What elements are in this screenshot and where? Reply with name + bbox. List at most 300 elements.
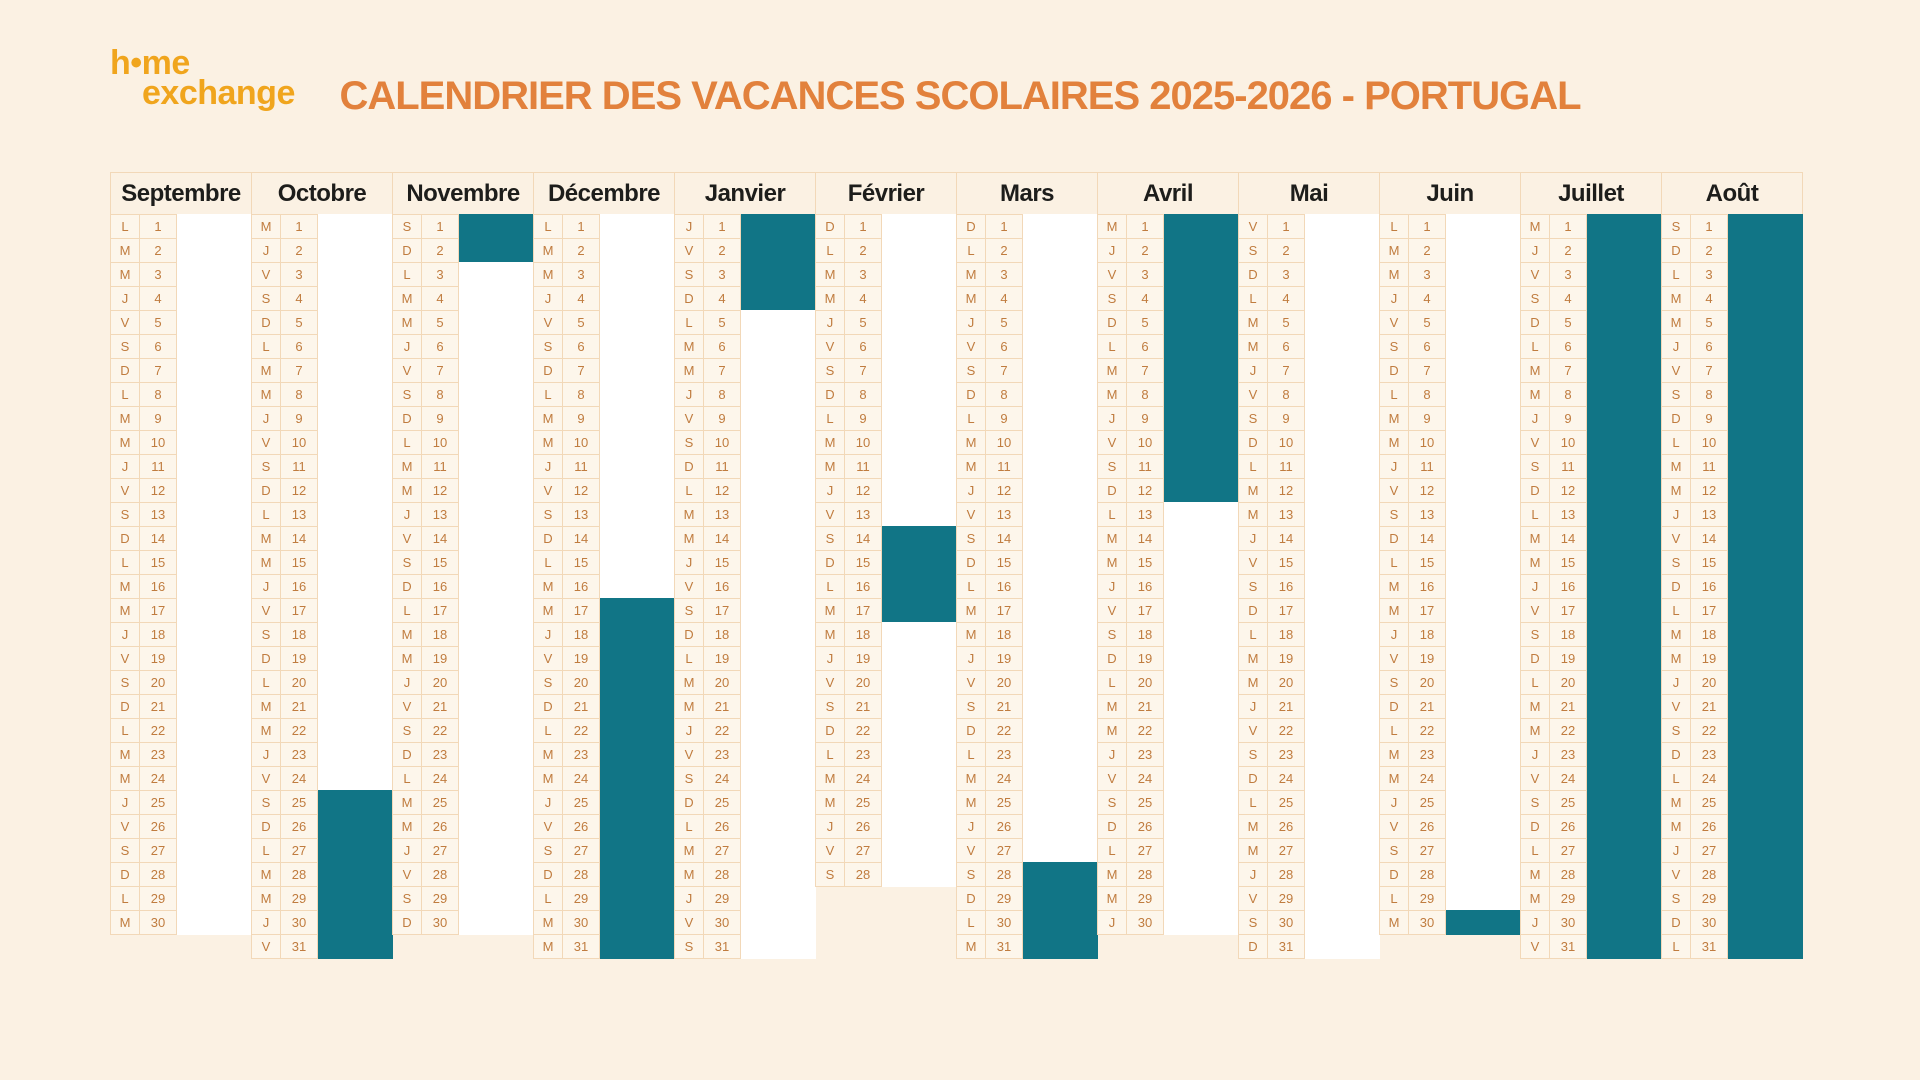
day-letter: J bbox=[251, 910, 281, 935]
day-row bbox=[1520, 454, 1662, 479]
calendar-grid bbox=[110, 172, 1803, 959]
day-number: 27 bbox=[1690, 838, 1728, 863]
school-day-strip bbox=[318, 238, 393, 263]
day-number: 17 bbox=[562, 598, 600, 623]
school-day-strip bbox=[882, 382, 957, 407]
day-row bbox=[815, 742, 957, 767]
school-day-strip bbox=[1164, 502, 1239, 527]
day-number: 25 bbox=[985, 790, 1023, 815]
day-number: 31 bbox=[1690, 934, 1728, 959]
vacation-strip bbox=[1023, 862, 1098, 887]
school-day-strip bbox=[1305, 934, 1380, 959]
vacation-strip bbox=[1587, 214, 1662, 239]
school-day-strip bbox=[1446, 358, 1521, 383]
school-day-strip bbox=[1023, 382, 1098, 407]
day-number: 27 bbox=[985, 838, 1023, 863]
day-number: 12 bbox=[562, 478, 600, 503]
school-day-strip bbox=[459, 670, 534, 695]
day-letter: M bbox=[956, 790, 986, 815]
day-letter: D bbox=[392, 238, 422, 263]
day-number: 26 bbox=[139, 814, 177, 839]
day-row bbox=[1379, 814, 1521, 839]
school-day-strip bbox=[318, 382, 393, 407]
vacation-strip bbox=[1728, 478, 1803, 503]
school-day-strip bbox=[741, 910, 816, 935]
school-day-strip bbox=[318, 334, 393, 359]
day-letter: M bbox=[1238, 334, 1268, 359]
day-row bbox=[1520, 358, 1662, 383]
day-letter: V bbox=[674, 574, 704, 599]
day-row bbox=[1520, 694, 1662, 719]
day-number: 1 bbox=[844, 214, 882, 239]
day-row bbox=[956, 550, 1098, 575]
day-number: 22 bbox=[1408, 718, 1446, 743]
day-letter: S bbox=[251, 454, 281, 479]
day-row bbox=[674, 238, 816, 263]
day-row bbox=[1097, 886, 1239, 911]
day-number: 16 bbox=[562, 574, 600, 599]
day-letter: V bbox=[956, 838, 986, 863]
day-number: 8 bbox=[844, 382, 882, 407]
day-number: 31 bbox=[703, 934, 741, 959]
day-number: 24 bbox=[562, 766, 600, 791]
day-letter: M bbox=[533, 430, 563, 455]
day-letter: M bbox=[1097, 526, 1127, 551]
day-letter: V bbox=[956, 334, 986, 359]
day-row bbox=[251, 718, 393, 743]
day-number: 23 bbox=[1690, 742, 1728, 767]
school-day-strip bbox=[1164, 574, 1239, 599]
day-row bbox=[1238, 766, 1380, 791]
day-number: 1 bbox=[1267, 214, 1305, 239]
day-letter: D bbox=[533, 694, 563, 719]
day-row bbox=[956, 742, 1098, 767]
day-row bbox=[1097, 238, 1239, 263]
day-letter: S bbox=[1238, 910, 1268, 935]
school-day-strip bbox=[882, 478, 957, 503]
day-number: 30 bbox=[1267, 910, 1305, 935]
day-row bbox=[1520, 670, 1662, 695]
day-number: 4 bbox=[703, 286, 741, 311]
day-letter: J bbox=[956, 646, 986, 671]
school-day-strip bbox=[1446, 622, 1521, 647]
day-number: 9 bbox=[562, 406, 600, 431]
month-column-janvier bbox=[674, 172, 816, 959]
school-day-strip bbox=[1446, 790, 1521, 815]
day-number: 17 bbox=[1690, 598, 1728, 623]
day-number: 9 bbox=[985, 406, 1023, 431]
day-letter: S bbox=[1238, 238, 1268, 263]
day-number: 9 bbox=[1690, 406, 1728, 431]
day-row bbox=[1520, 430, 1662, 455]
school-day-strip bbox=[177, 214, 252, 239]
vacation-strip bbox=[1728, 814, 1803, 839]
day-row bbox=[110, 238, 252, 263]
vacation-strip bbox=[1023, 934, 1098, 959]
day-row bbox=[956, 430, 1098, 455]
day-letter: M bbox=[1379, 910, 1409, 935]
day-row bbox=[1520, 742, 1662, 767]
day-row bbox=[392, 646, 534, 671]
day-number: 6 bbox=[1126, 334, 1164, 359]
day-row bbox=[674, 886, 816, 911]
day-row bbox=[815, 814, 957, 839]
month-rows bbox=[110, 214, 252, 935]
day-number: 6 bbox=[1549, 334, 1587, 359]
school-day-strip bbox=[1023, 670, 1098, 695]
day-letter: L bbox=[815, 574, 845, 599]
school-day-strip bbox=[459, 526, 534, 551]
day-row bbox=[1520, 310, 1662, 335]
day-number: 2 bbox=[703, 238, 741, 263]
day-row bbox=[956, 670, 1098, 695]
day-number: 13 bbox=[1408, 502, 1446, 527]
school-day-strip bbox=[1305, 598, 1380, 623]
day-letter: J bbox=[1520, 406, 1550, 431]
day-letter: L bbox=[533, 886, 563, 911]
vacation-strip bbox=[1587, 622, 1662, 647]
day-number: 11 bbox=[1690, 454, 1728, 479]
day-row bbox=[533, 334, 675, 359]
vacation-strip bbox=[1728, 766, 1803, 791]
day-number: 12 bbox=[1690, 478, 1728, 503]
day-letter: J bbox=[674, 550, 704, 575]
day-number: 11 bbox=[1267, 454, 1305, 479]
day-letter: M bbox=[815, 286, 845, 311]
day-letter: M bbox=[251, 526, 281, 551]
school-day-strip bbox=[600, 262, 675, 287]
day-letter: L bbox=[674, 478, 704, 503]
day-row bbox=[1520, 886, 1662, 911]
day-number: 20 bbox=[1126, 670, 1164, 695]
school-day-strip bbox=[1305, 862, 1380, 887]
month-header: Août bbox=[1661, 172, 1803, 215]
day-letter: V bbox=[1097, 262, 1127, 287]
day-letter: S bbox=[110, 334, 140, 359]
day-row bbox=[392, 550, 534, 575]
day-row bbox=[674, 622, 816, 647]
day-letter: V bbox=[1520, 766, 1550, 791]
day-letter: V bbox=[110, 646, 140, 671]
month-column-mai bbox=[1238, 172, 1380, 959]
day-number: 3 bbox=[1267, 262, 1305, 287]
day-letter: L bbox=[815, 238, 845, 263]
day-number: 14 bbox=[280, 526, 318, 551]
day-number: 5 bbox=[1267, 310, 1305, 335]
day-letter: M bbox=[110, 430, 140, 455]
day-row bbox=[110, 886, 252, 911]
day-row bbox=[1379, 502, 1521, 527]
day-row bbox=[1661, 622, 1803, 647]
vacation-strip bbox=[1728, 862, 1803, 887]
school-day-strip bbox=[318, 286, 393, 311]
day-letter: S bbox=[674, 598, 704, 623]
day-number: 15 bbox=[1690, 550, 1728, 575]
day-row bbox=[392, 742, 534, 767]
day-row bbox=[1097, 718, 1239, 743]
school-day-strip bbox=[1164, 526, 1239, 551]
school-day-strip bbox=[741, 814, 816, 839]
day-number: 4 bbox=[1267, 286, 1305, 311]
vacation-strip bbox=[459, 238, 534, 263]
day-letter: D bbox=[956, 382, 986, 407]
day-number: 30 bbox=[985, 910, 1023, 935]
day-letter: D bbox=[956, 886, 986, 911]
school-day-strip bbox=[1446, 742, 1521, 767]
day-letter: J bbox=[533, 454, 563, 479]
day-row bbox=[533, 574, 675, 599]
vacation-strip bbox=[1164, 310, 1239, 335]
day-letter: S bbox=[392, 550, 422, 575]
day-number: 12 bbox=[421, 478, 459, 503]
day-letter: L bbox=[251, 502, 281, 527]
day-row bbox=[533, 550, 675, 575]
day-number: 21 bbox=[1126, 694, 1164, 719]
day-letter: J bbox=[1097, 574, 1127, 599]
day-letter: J bbox=[1661, 670, 1691, 695]
month-header: Mai bbox=[1238, 172, 1380, 215]
day-letter: M bbox=[674, 526, 704, 551]
day-number: 10 bbox=[1126, 430, 1164, 455]
day-row bbox=[1661, 454, 1803, 479]
day-number: 26 bbox=[1408, 814, 1446, 839]
school-day-strip bbox=[600, 286, 675, 311]
day-row bbox=[392, 622, 534, 647]
day-number: 7 bbox=[703, 358, 741, 383]
day-letter: D bbox=[533, 526, 563, 551]
day-letter: V bbox=[1097, 766, 1127, 791]
day-row bbox=[1097, 790, 1239, 815]
day-letter: D bbox=[251, 814, 281, 839]
day-row bbox=[1661, 694, 1803, 719]
day-row bbox=[392, 910, 534, 935]
day-row bbox=[815, 238, 957, 263]
day-row bbox=[1661, 766, 1803, 791]
day-letter: M bbox=[1238, 502, 1268, 527]
school-day-strip bbox=[1446, 430, 1521, 455]
day-letter: L bbox=[110, 550, 140, 575]
day-letter: J bbox=[1097, 406, 1127, 431]
day-number: 16 bbox=[139, 574, 177, 599]
day-row bbox=[674, 358, 816, 383]
school-day-strip bbox=[1164, 862, 1239, 887]
day-row bbox=[1379, 790, 1521, 815]
day-number: 28 bbox=[844, 862, 882, 887]
vacation-strip bbox=[1728, 598, 1803, 623]
day-letter: L bbox=[392, 766, 422, 791]
day-number: 22 bbox=[1267, 718, 1305, 743]
school-day-strip bbox=[1305, 742, 1380, 767]
vacation-strip bbox=[318, 790, 393, 815]
day-number: 6 bbox=[1690, 334, 1728, 359]
vacation-strip bbox=[1587, 742, 1662, 767]
day-row bbox=[251, 934, 393, 959]
school-day-strip bbox=[1305, 310, 1380, 335]
day-number: 30 bbox=[562, 910, 600, 935]
day-row bbox=[1520, 910, 1662, 935]
day-row bbox=[533, 382, 675, 407]
day-number: 28 bbox=[1408, 862, 1446, 887]
day-number: 17 bbox=[1549, 598, 1587, 623]
day-number: 20 bbox=[562, 670, 600, 695]
day-number: 18 bbox=[1267, 622, 1305, 647]
day-letter: S bbox=[1097, 454, 1127, 479]
school-day-strip bbox=[741, 838, 816, 863]
school-day-strip bbox=[1023, 526, 1098, 551]
day-letter: J bbox=[674, 214, 704, 239]
school-day-strip bbox=[741, 526, 816, 551]
day-row bbox=[1520, 718, 1662, 743]
school-day-strip bbox=[1446, 310, 1521, 335]
vacation-strip bbox=[1587, 670, 1662, 695]
vacation-strip bbox=[1587, 862, 1662, 887]
day-row bbox=[533, 286, 675, 311]
day-letter: M bbox=[674, 334, 704, 359]
school-day-strip bbox=[1023, 574, 1098, 599]
school-day-strip bbox=[1164, 646, 1239, 671]
school-day-strip bbox=[1023, 262, 1098, 287]
day-letter: M bbox=[392, 646, 422, 671]
school-day-strip bbox=[1164, 766, 1239, 791]
day-number: 8 bbox=[1126, 382, 1164, 407]
school-day-strip bbox=[882, 262, 957, 287]
day-row bbox=[1379, 718, 1521, 743]
day-number: 27 bbox=[280, 838, 318, 863]
day-letter: S bbox=[1520, 454, 1550, 479]
day-number: 5 bbox=[1408, 310, 1446, 335]
day-letter: J bbox=[1520, 910, 1550, 935]
vacation-strip bbox=[1728, 430, 1803, 455]
day-number: 25 bbox=[1267, 790, 1305, 815]
day-row bbox=[815, 454, 957, 479]
day-number: 27 bbox=[421, 838, 459, 863]
day-number: 8 bbox=[985, 382, 1023, 407]
day-row bbox=[392, 598, 534, 623]
school-day-strip bbox=[318, 406, 393, 431]
vacation-strip bbox=[600, 718, 675, 743]
day-letter: V bbox=[392, 862, 422, 887]
day-number: 14 bbox=[844, 526, 882, 551]
day-row bbox=[392, 214, 534, 239]
day-letter: V bbox=[251, 934, 281, 959]
day-letter: V bbox=[815, 670, 845, 695]
month-rows bbox=[815, 214, 957, 887]
day-row bbox=[1520, 406, 1662, 431]
day-row bbox=[815, 622, 957, 647]
day-number: 29 bbox=[421, 886, 459, 911]
school-day-strip bbox=[1023, 790, 1098, 815]
day-number: 2 bbox=[1690, 238, 1728, 263]
day-letter: M bbox=[956, 622, 986, 647]
school-day-strip bbox=[882, 862, 957, 887]
day-letter: M bbox=[1520, 526, 1550, 551]
day-row bbox=[815, 406, 957, 431]
vacation-strip bbox=[1587, 766, 1662, 791]
day-letter: D bbox=[956, 214, 986, 239]
school-day-strip bbox=[882, 646, 957, 671]
day-row bbox=[674, 454, 816, 479]
school-day-strip bbox=[741, 550, 816, 575]
day-letter: M bbox=[533, 262, 563, 287]
month-header: Juillet bbox=[1520, 172, 1662, 215]
day-row bbox=[1379, 670, 1521, 695]
day-letter: M bbox=[533, 742, 563, 767]
logo-line2: exchange bbox=[142, 73, 295, 112]
day-letter: M bbox=[1661, 790, 1691, 815]
day-row bbox=[1379, 214, 1521, 239]
day-row bbox=[674, 934, 816, 959]
day-number: 6 bbox=[1408, 334, 1446, 359]
school-day-strip bbox=[177, 310, 252, 335]
vacation-strip bbox=[1587, 550, 1662, 575]
vacation-strip bbox=[1728, 310, 1803, 335]
school-day-strip bbox=[1023, 214, 1098, 239]
day-number: 18 bbox=[985, 622, 1023, 647]
day-number: 19 bbox=[985, 646, 1023, 671]
vacation-strip bbox=[1587, 598, 1662, 623]
day-row bbox=[251, 262, 393, 287]
day-row bbox=[1661, 334, 1803, 359]
day-letter: L bbox=[1379, 382, 1409, 407]
day-row bbox=[1097, 550, 1239, 575]
school-day-strip bbox=[177, 862, 252, 887]
day-letter: J bbox=[251, 742, 281, 767]
day-letter: L bbox=[251, 838, 281, 863]
school-day-strip bbox=[1446, 862, 1521, 887]
day-number: 24 bbox=[421, 766, 459, 791]
school-day-strip bbox=[1446, 670, 1521, 695]
day-number: 29 bbox=[703, 886, 741, 911]
day-number: 10 bbox=[1408, 430, 1446, 455]
day-letter: J bbox=[815, 310, 845, 335]
day-row bbox=[956, 238, 1098, 263]
day-number: 28 bbox=[421, 862, 459, 887]
day-row bbox=[1097, 478, 1239, 503]
day-letter: M bbox=[110, 598, 140, 623]
day-row bbox=[815, 478, 957, 503]
day-letter: J bbox=[1238, 862, 1268, 887]
day-letter: J bbox=[1238, 358, 1268, 383]
school-day-strip bbox=[1446, 238, 1521, 263]
school-day-strip bbox=[177, 838, 252, 863]
day-letter: D bbox=[1661, 742, 1691, 767]
day-letter: M bbox=[1238, 670, 1268, 695]
day-row bbox=[1520, 526, 1662, 551]
day-number: 16 bbox=[1690, 574, 1728, 599]
day-number: 20 bbox=[139, 670, 177, 695]
day-letter: L bbox=[1520, 502, 1550, 527]
school-day-strip bbox=[318, 430, 393, 455]
school-day-strip bbox=[1305, 334, 1380, 359]
vacation-strip bbox=[600, 670, 675, 695]
day-number: 4 bbox=[1690, 286, 1728, 311]
day-row bbox=[956, 886, 1098, 911]
day-letter: D bbox=[392, 742, 422, 767]
day-letter: D bbox=[1661, 238, 1691, 263]
school-day-strip bbox=[741, 766, 816, 791]
day-row bbox=[1661, 862, 1803, 887]
day-number: 27 bbox=[1267, 838, 1305, 863]
vacation-strip bbox=[1728, 742, 1803, 767]
day-row bbox=[251, 814, 393, 839]
day-row bbox=[110, 862, 252, 887]
day-letter: D bbox=[956, 550, 986, 575]
day-letter: M bbox=[674, 862, 704, 887]
day-letter: M bbox=[956, 286, 986, 311]
school-day-strip bbox=[882, 334, 957, 359]
vacation-strip bbox=[741, 238, 816, 263]
day-number: 19 bbox=[703, 646, 741, 671]
